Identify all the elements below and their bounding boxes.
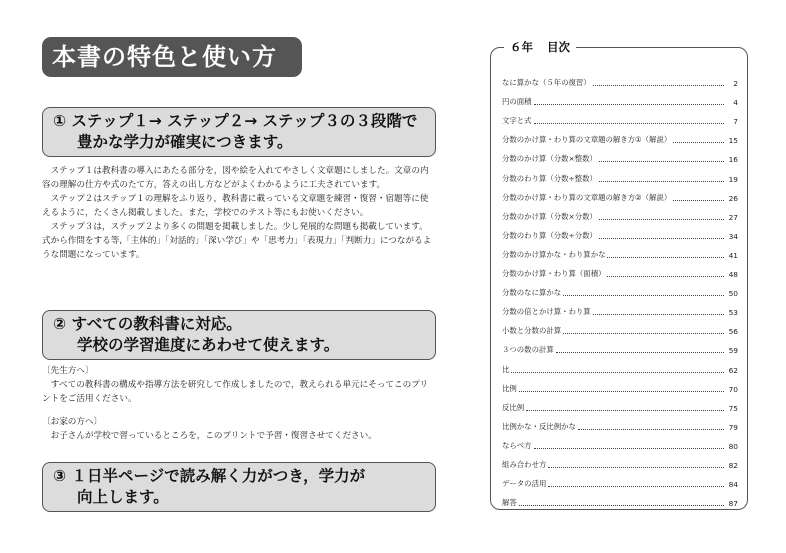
- toc-item-page: 80: [728, 441, 738, 451]
- section-1-heading-line2: 豊かな学力が確実につきます。: [77, 133, 293, 151]
- toc-item-label: 分数の倍とかけ算・わり算: [502, 307, 591, 317]
- toc-item-page: 87: [728, 499, 738, 509]
- toc-item-label: 比: [502, 364, 510, 374]
- section-2-number: ②: [53, 315, 67, 333]
- section-3-heading-line2: 向上します。: [77, 488, 169, 506]
- toc-item-label: 分数のわり算（分数÷分数）: [502, 230, 597, 240]
- toc-item: [502, 451, 738, 470]
- toc-item-page: 79: [728, 422, 738, 432]
- toc-leader-dots: [556, 351, 724, 353]
- section-3-heading: [42, 462, 436, 512]
- section-2-heading-line1: すべての教科書に対応。: [71, 315, 242, 333]
- toc-item-label: 比例かな・反比例かな: [502, 421, 576, 431]
- toc-leader-dots: [607, 256, 724, 258]
- toc-leader-dots: [534, 103, 724, 105]
- teacher-text: すべての教科書の構成や指導方法を研究して作成しましたので，教えられる単元にそってこのプリントをご活用ください。: [42, 380, 429, 404]
- toc-item-page: 50: [728, 289, 738, 299]
- toc-leader-dots: [578, 428, 724, 430]
- toc-item-page: 53: [728, 308, 738, 318]
- toc-item-label: ならべ方: [502, 440, 532, 450]
- toc-item-label: 分数のかけ算・わり算の文章題の解き方①（解説）: [502, 135, 672, 145]
- toc-item-label: 解答: [502, 498, 517, 508]
- toc-leader-dots: [563, 332, 724, 334]
- toc-item-page: 82: [728, 460, 738, 470]
- toc-leader-dots: [607, 275, 724, 277]
- toc-item-page: 2: [733, 79, 738, 89]
- toc-item: [502, 355, 738, 374]
- toc-item-label: 分数のかけ算・わり算の文章題の解き方②（解説）: [502, 192, 672, 202]
- toc-item: [502, 470, 738, 489]
- toc-grade: ６年: [510, 40, 533, 54]
- toc-item-label: 比例: [502, 383, 517, 393]
- section-2-heading-line2: 学校の学習進度にあわせて使えます。: [77, 336, 340, 354]
- toc-leader-dots: [534, 122, 724, 124]
- toc-leader-dots: [548, 485, 724, 487]
- toc-item-label: 分数のかけ算・わり算（面積）: [502, 269, 606, 279]
- toc-item: [502, 279, 738, 298]
- toc-title: [504, 39, 576, 55]
- toc-item-label: 小数と分数の計算: [502, 326, 562, 336]
- toc-item-label: 反比例: [502, 402, 525, 412]
- toc-item-page: 26: [728, 193, 738, 203]
- toc-item-label: 分数のかけ算かな・わり算かな: [502, 249, 606, 259]
- toc-leader-dots: [511, 371, 724, 373]
- toc-item-page: 56: [728, 327, 738, 337]
- family-text: お子さんが学校で習っているところを，このプリントで予習・復習させてください。: [50, 431, 377, 441]
- section-1-body: [42, 164, 436, 262]
- toc-item-page: 41: [728, 250, 738, 260]
- toc-item-label: データの活用: [502, 479, 547, 489]
- toc-item-page: 16: [728, 155, 738, 165]
- toc-item-page: 7: [733, 117, 738, 127]
- toc-leader-dots: [673, 199, 724, 201]
- toc-item-label: 文字と式: [502, 116, 532, 126]
- section-1-number: ①: [53, 112, 67, 130]
- toc-leader-dots: [599, 160, 724, 162]
- section-1-heading-line1: ステップ１→ ステップ２→ ステップ３の３段階で: [71, 112, 418, 130]
- section-2-body: [42, 364, 436, 443]
- toc-heading: 目次: [547, 40, 570, 54]
- toc-item: [502, 489, 738, 508]
- toc-item-label: 分数のかけ算（分数×整数）: [502, 154, 597, 164]
- toc-item: [502, 69, 738, 88]
- section-1-heading: [42, 107, 436, 157]
- toc-leader-dots: [593, 84, 724, 86]
- toc-item-label: ３つの数の計算: [502, 345, 554, 355]
- toc-leader-dots: [593, 313, 724, 315]
- toc-leader-dots: [563, 294, 724, 296]
- toc-item-page: 70: [728, 384, 738, 394]
- toc-leader-dots: [599, 218, 724, 220]
- toc-item-page: 15: [728, 136, 738, 146]
- toc-item: [502, 107, 738, 126]
- toc-item: [502, 260, 738, 279]
- step3-paragraph: ステップ３は，ステップ２より多くの問題を掲載しました。少し発展的な問題も掲載しています。式から作問をする等,「主体的」「対話的」「深い学び」や「思考力」「表現力」「判断力」につながるような問題になっています。: [42, 222, 432, 260]
- toc-leader-dots: [534, 447, 724, 449]
- toc-item-label: 分数のかけ算（分数×分数）: [502, 211, 597, 221]
- toc-item: [502, 203, 738, 222]
- toc-leader-dots: [519, 504, 724, 506]
- toc-leader-dots: [599, 237, 724, 239]
- page-title: 本書の特色と使い方: [42, 37, 302, 77]
- toc-item: [502, 394, 738, 413]
- toc-item-label: 分数のなに算かな: [502, 288, 562, 298]
- toc-item: [502, 413, 738, 432]
- toc-item-label: なに算かな（５年の復習）: [502, 78, 591, 88]
- step1-paragraph: ステップ１は教科書の導入にあたる部分を，図や絵を入れてやさしく文章題にしました。文章の内容の理解の仕方や式のたて方，答えの出し方などがよくわかるように工夫されています。: [42, 166, 429, 190]
- toc-item: [502, 317, 738, 336]
- toc-item: [502, 164, 738, 183]
- toc-item: [502, 375, 738, 394]
- toc-item-page: 84: [728, 480, 738, 490]
- toc-item-page: 34: [728, 231, 738, 241]
- section-2-heading: [42, 310, 436, 360]
- toc-list: [502, 69, 738, 508]
- toc-item-page: 59: [728, 346, 738, 356]
- toc-item: [502, 336, 738, 355]
- toc-item: [502, 222, 738, 241]
- toc-item-page: 19: [728, 174, 738, 184]
- toc-leader-dots: [673, 141, 724, 143]
- toc-leader-dots: [548, 466, 724, 468]
- section-3-heading-line1: １日半ページで読み解く力がつき，学力が: [71, 467, 366, 485]
- section-3-number: ③: [53, 467, 67, 485]
- toc-item: [502, 88, 738, 107]
- toc-leader-dots: [526, 409, 724, 411]
- step2-paragraph: ステップ２はステップ１の理解をふり返り，教科書に載っている文章題を練習・復習・宿題等に使えるように，たくさん掲載しました。また，学校でのテスト等にもお使いください。: [42, 194, 429, 218]
- toc-item: [502, 126, 738, 145]
- toc-item: [502, 241, 738, 260]
- toc-item-page: 4: [733, 98, 738, 108]
- family-heading: 〔お家の方へ〕: [42, 417, 103, 427]
- toc-leader-dots: [599, 180, 724, 182]
- toc-item-page: 62: [728, 365, 738, 375]
- toc-item: [502, 184, 738, 203]
- toc-item: [502, 432, 738, 451]
- toc-item-label: 組み合わせ方: [502, 459, 547, 469]
- teacher-heading: 〔先生方へ〕: [42, 366, 94, 376]
- toc-item: [502, 298, 738, 317]
- toc-item-label: 円の面積: [502, 97, 532, 107]
- toc-leader-dots: [519, 390, 724, 392]
- toc-item-label: 分数のわり算（分数÷整数）: [502, 173, 597, 183]
- toc-item-page: 48: [728, 270, 738, 280]
- toc-item-page: 75: [728, 403, 738, 413]
- toc-item: [502, 145, 738, 164]
- toc-item-page: 27: [728, 212, 738, 222]
